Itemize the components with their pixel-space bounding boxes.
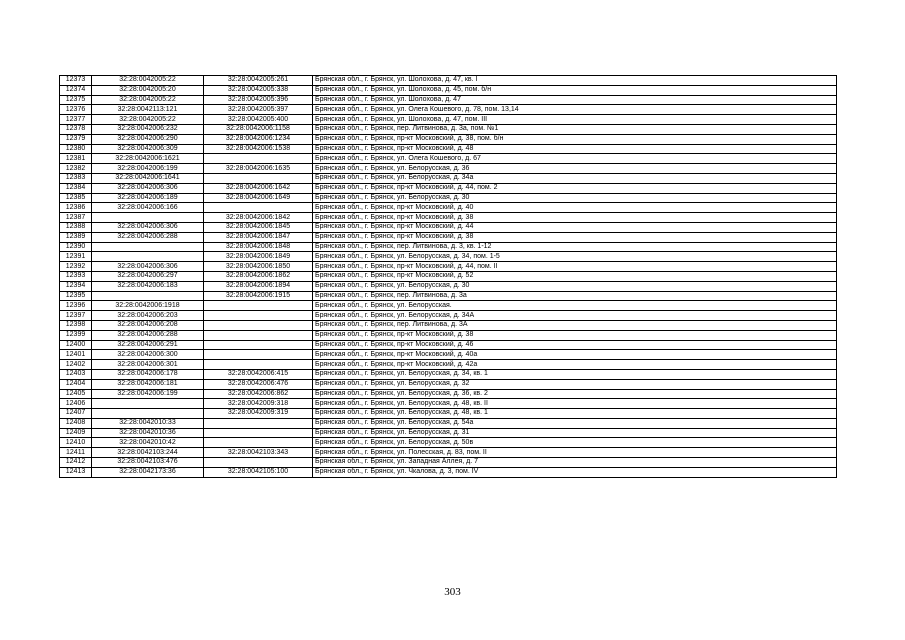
table-row <box>60 448 837 458</box>
row-number-cell: 12379 <box>60 134 92 144</box>
address-cell: Брянская обл., г. Брянск, ул. Белорусская, д. 36 <box>313 164 837 174</box>
table-row <box>60 124 837 134</box>
row-number-cell: 12408 <box>60 418 92 428</box>
table-row <box>60 369 837 379</box>
object-number-cell: 32:28:0042005:400 <box>204 115 313 125</box>
parcel-number-cell: 32:28:0042006:1641 <box>92 173 204 183</box>
parcel-number-cell: 32:28:0042006:189 <box>92 193 204 203</box>
object-number-cell <box>204 428 313 438</box>
parcel-number-cell: 32:28:0042006:290 <box>92 134 204 144</box>
object-number-cell: 32:28:0042006:1915 <box>204 291 313 301</box>
row-number-cell: 12399 <box>60 330 92 340</box>
parcel-number-cell: 32:28:0042006:203 <box>92 311 204 321</box>
row-number-cell: 12401 <box>60 350 92 360</box>
parcel-number-cell: 32:28:0042006:166 <box>92 203 204 213</box>
row-number-cell: 12411 <box>60 448 92 458</box>
object-number-cell <box>204 438 313 448</box>
object-number-cell: 32:28:0042006:1850 <box>204 262 313 272</box>
parcel-number-cell: 32:28:0042103:244 <box>92 448 204 458</box>
object-number-cell <box>204 154 313 164</box>
parcel-number-cell: 32:28:0042006:297 <box>92 271 204 281</box>
address-cell: Брянская обл., г. Брянск, ул. Шолохова, д. 47, пом. III <box>313 115 837 125</box>
object-number-cell <box>204 320 313 330</box>
row-number-cell: 12393 <box>60 271 92 281</box>
table-row <box>60 115 837 125</box>
object-number-cell <box>204 311 313 321</box>
table-row <box>60 76 837 86</box>
parcel-number-cell: 32:28:0042006:301 <box>92 360 204 370</box>
address-cell: Брянская обл., г. Брянск, ул. Белорусская, д. 48, кв. 1 <box>313 409 837 419</box>
object-number-cell <box>204 301 313 311</box>
table-row <box>60 438 837 448</box>
address-cell: Брянская обл., г. Брянск, пр-кт Московский, д. 48 <box>313 144 837 154</box>
table-row <box>60 203 837 213</box>
parcel-number-cell: 32:28:0042005:22 <box>92 115 204 125</box>
table-row <box>60 389 837 399</box>
parcel-number-cell <box>92 399 204 409</box>
row-number-cell: 12381 <box>60 154 92 164</box>
parcel-number-cell: 32:28:0042006:306 <box>92 262 204 272</box>
address-cell: Брянская обл., г. Брянск, пр-кт Московский, д. 40а <box>313 350 837 360</box>
row-number-cell: 12398 <box>60 320 92 330</box>
parcel-number-cell: 32:28:0042006:178 <box>92 369 204 379</box>
object-number-cell <box>204 173 313 183</box>
row-number-cell: 12386 <box>60 203 92 213</box>
address-cell: Брянская обл., г. Брянск, ул. Белорусская, д. 48, кв. II <box>313 399 837 409</box>
row-number-cell: 12391 <box>60 252 92 262</box>
row-number-cell: 12377 <box>60 115 92 125</box>
row-number-cell: 12383 <box>60 173 92 183</box>
address-cell: Брянская обл., г. Брянск, пр-кт Московский, д. 42а <box>313 360 837 370</box>
row-number-cell: 12387 <box>60 213 92 223</box>
table-row <box>60 428 837 438</box>
object-number-cell: 32:28:0042005:338 <box>204 85 313 95</box>
row-number-cell: 12392 <box>60 262 92 272</box>
table-row <box>60 193 837 203</box>
table-row <box>60 134 837 144</box>
parcel-number-cell: 32:28:0042006:306 <box>92 222 204 232</box>
object-number-cell <box>204 360 313 370</box>
address-cell: Брянская обл., г. Брянск, ул. Шолохова, д. 47, кв. I <box>313 76 837 86</box>
page-number: 303 <box>444 586 461 598</box>
row-number-cell: 12374 <box>60 85 92 95</box>
table-row <box>60 291 837 301</box>
parcel-number-cell: 32:28:0042006:208 <box>92 320 204 330</box>
table-row <box>60 271 837 281</box>
object-number-cell: 32:28:0042009:318 <box>204 399 313 409</box>
row-number-cell: 12394 <box>60 281 92 291</box>
object-number-cell: 32:28:0042006:1848 <box>204 242 313 252</box>
address-cell: Брянская обл., г. Брянск, ул. Полесская, д. 83, пом. II <box>313 448 837 458</box>
address-cell: Брянская обл., г. Брянск, пр-кт Московский, д. 46 <box>313 340 837 350</box>
object-number-cell: 32:28:0042006:1849 <box>204 252 313 262</box>
object-number-cell: 32:28:0042006:862 <box>204 389 313 399</box>
row-number-cell: 12404 <box>60 379 92 389</box>
row-number-cell: 12389 <box>60 232 92 242</box>
parcel-number-cell: 32:28:0042010:36 <box>92 428 204 438</box>
parcel-number-cell <box>92 252 204 262</box>
row-number-cell: 12412 <box>60 458 92 468</box>
row-number-cell: 12405 <box>60 389 92 399</box>
parcel-number-cell: 32:28:0042006:288 <box>92 330 204 340</box>
row-number-cell: 12380 <box>60 144 92 154</box>
address-cell: Брянская обл., г. Брянск, пер. Литвинова, д. 3, кв. 1-12 <box>313 242 837 252</box>
address-cell: Брянская обл., г. Брянск, ул. Белорусская, д. 32 <box>313 379 837 389</box>
object-number-cell: 32:28:0042006:1158 <box>204 124 313 134</box>
object-number-cell <box>204 458 313 468</box>
row-number-cell: 12388 <box>60 222 92 232</box>
address-cell: Брянская обл., г. Брянск, ул. Белорусская, д. 30 <box>313 281 837 291</box>
parcel-number-cell: 32:28:0042173:36 <box>92 467 204 477</box>
table-row <box>60 183 837 193</box>
parcel-number-cell <box>92 242 204 252</box>
address-cell: Брянская обл., г. Брянск, ул. Чкалова, д. 3, пом. IV <box>313 467 837 477</box>
parcel-number-cell: 32:28:0042010:42 <box>92 438 204 448</box>
table-row <box>60 311 837 321</box>
parcel-number-cell: 32:28:0042006:288 <box>92 232 204 242</box>
table-row <box>60 85 837 95</box>
object-number-cell: 32:28:0042006:1538 <box>204 144 313 154</box>
address-cell: Брянская обл., г. Брянск, ул. Олега Кошевого, д. 67 <box>313 154 837 164</box>
table-row <box>60 95 837 105</box>
object-number-cell: 32:28:0042006:415 <box>204 369 313 379</box>
row-number-cell: 12397 <box>60 311 92 321</box>
table-row <box>60 458 837 468</box>
parcel-number-cell: 32:28:0042006:300 <box>92 350 204 360</box>
address-cell: Брянская обл., г. Брянск, ул. Западная Аллея, д. 7 <box>313 458 837 468</box>
address-cell: Брянская обл., г. Брянск, ул. Шолохова, д. 47 <box>313 95 837 105</box>
address-cell: Брянская обл., г. Брянск, ул. Белорусская, д. 54а <box>313 418 837 428</box>
row-number-cell: 12409 <box>60 428 92 438</box>
address-cell: Брянская обл., г. Брянск, пр-кт Московский, д. 44 <box>313 222 837 232</box>
object-number-cell <box>204 203 313 213</box>
object-number-cell: 32:28:0042006:1649 <box>204 193 313 203</box>
parcel-number-cell <box>92 409 204 419</box>
parcel-number-cell: 32:28:0042006:291 <box>92 340 204 350</box>
row-number-cell: 12384 <box>60 183 92 193</box>
address-cell: Брянская обл., г. Брянск, пр-кт Московский, д. 38, пом. б/н <box>313 134 837 144</box>
table-row <box>60 320 837 330</box>
address-cell: Брянская обл., г. Брянск, ул. Белорусская, д. 34, пом. 1-5 <box>313 252 837 262</box>
table-row <box>60 301 837 311</box>
parcel-number-cell: 32:28:0042006:183 <box>92 281 204 291</box>
parcel-number-cell: 32:28:0042006:199 <box>92 164 204 174</box>
object-number-cell: 32:28:0042006:1862 <box>204 271 313 281</box>
parcel-number-cell: 32:28:0042006:309 <box>92 144 204 154</box>
parcel-number-cell: 32:28:0042005:22 <box>92 95 204 105</box>
parcel-number-cell: 32:28:0042005:20 <box>92 85 204 95</box>
object-number-cell: 32:28:0042105:100 <box>204 467 313 477</box>
table-row <box>60 242 837 252</box>
table-row <box>60 164 837 174</box>
address-cell: Брянская обл., г. Брянск, пр-кт Московский, д. 38 <box>313 330 837 340</box>
address-cell: Брянская обл., г. Брянск, ул. Белорусская, д. 34, кв. 1 <box>313 369 837 379</box>
row-number-cell: 12403 <box>60 369 92 379</box>
row-number-cell: 12406 <box>60 399 92 409</box>
object-number-cell: 32:28:0042006:1842 <box>204 213 313 223</box>
address-cell: Брянская обл., г. Брянск, пер. Литвинова, д. 3А <box>313 320 837 330</box>
table-row <box>60 262 837 272</box>
row-number-cell: 12375 <box>60 95 92 105</box>
address-cell: Брянская обл., г. Брянск, ул. Олега Кошевого, д. 78, пом. 13,14 <box>313 105 837 115</box>
address-cell: Брянская обл., г. Брянск, ул. Белорусская, д. 31 <box>313 428 837 438</box>
parcel-number-cell <box>92 291 204 301</box>
object-number-cell: 32:28:0042005:261 <box>204 76 313 86</box>
table-row <box>60 213 837 223</box>
table-row <box>60 418 837 428</box>
table-row <box>60 281 837 291</box>
object-number-cell: 32:28:0042006:1894 <box>204 281 313 291</box>
table-row <box>60 222 837 232</box>
address-cell: Брянская обл., г. Брянск, пер. Литвинова, д. 3а, пом. №1 <box>313 124 837 134</box>
address-cell: Брянская обл., г. Брянск, пр-кт Московский, д. 44, пом. II <box>313 262 837 272</box>
object-number-cell <box>204 418 313 428</box>
object-number-cell: 32:28:0042006:1635 <box>204 164 313 174</box>
parcel-number-cell: 32:28:0042006:199 <box>92 389 204 399</box>
table-row <box>60 154 837 164</box>
row-number-cell: 12373 <box>60 76 92 86</box>
row-number-cell: 12385 <box>60 193 92 203</box>
table-row <box>60 409 837 419</box>
address-cell: Брянская обл., г. Брянск, ул. Белорусская, д. 36, кв. 2 <box>313 389 837 399</box>
table-row <box>60 360 837 370</box>
row-number-cell: 12378 <box>60 124 92 134</box>
table-row <box>60 350 837 360</box>
registry-table-body <box>60 76 837 478</box>
table-row <box>60 330 837 340</box>
table-row <box>60 232 837 242</box>
table-row <box>60 467 837 477</box>
row-number-cell: 12413 <box>60 467 92 477</box>
parcel-number-cell: 32:28:0042010:33 <box>92 418 204 428</box>
parcel-number-cell <box>92 213 204 223</box>
object-number-cell: 32:28:0042006:1845 <box>204 222 313 232</box>
address-cell: Брянская обл., г. Брянск, пр-кт Московский, д. 52 <box>313 271 837 281</box>
row-number-cell: 12402 <box>60 360 92 370</box>
object-number-cell: 32:28:0042006:1847 <box>204 232 313 242</box>
registry-table <box>59 75 837 478</box>
parcel-number-cell: 32:28:0042005:22 <box>92 76 204 86</box>
table-row <box>60 252 837 262</box>
parcel-number-cell: 32:28:0042006:1621 <box>92 154 204 164</box>
object-number-cell: 32:28:0042103:343 <box>204 448 313 458</box>
address-cell: Брянская обл., г. Брянск, пр-кт Московский, д. 44, пом. 2 <box>313 183 837 193</box>
object-number-cell: 32:28:0042006:1234 <box>204 134 313 144</box>
object-number-cell: 32:28:0042006:476 <box>204 379 313 389</box>
parcel-number-cell: 32:28:0042006:232 <box>92 124 204 134</box>
table-row <box>60 340 837 350</box>
row-number-cell: 12395 <box>60 291 92 301</box>
address-cell: Брянская обл., г. Брянск, ул. Белорусская, д. 34А <box>313 311 837 321</box>
parcel-number-cell: 32:28:0042113:121 <box>92 105 204 115</box>
table-row <box>60 173 837 183</box>
address-cell: Брянская обл., г. Брянск, пр-кт Московский, д. 38 <box>313 213 837 223</box>
address-cell: Брянская обл., г. Брянск, ул. Белорусская. <box>313 301 837 311</box>
table-row <box>60 105 837 115</box>
row-number-cell: 12400 <box>60 340 92 350</box>
object-number-cell: 32:28:0042009:319 <box>204 409 313 419</box>
address-cell: Брянская обл., г. Брянск, ул. Белорусская, д. 34а <box>313 173 837 183</box>
parcel-number-cell: 32:28:0042006:1918 <box>92 301 204 311</box>
table-row <box>60 379 837 389</box>
address-cell: Брянская обл., г. Брянск, пр-кт Московский, д. 38 <box>313 232 837 242</box>
row-number-cell: 12407 <box>60 409 92 419</box>
address-cell: Брянская обл., г. Брянск, ул. Белорусская, д. 50в <box>313 438 837 448</box>
address-cell: Брянская обл., г. Брянск, пр-кт Московский, д. 40 <box>313 203 837 213</box>
address-cell: Брянская обл., г. Брянск, ул. Белорусская, д. 30 <box>313 193 837 203</box>
table-row <box>60 144 837 154</box>
object-number-cell <box>204 340 313 350</box>
parcel-number-cell: 32:28:0042103:476 <box>92 458 204 468</box>
row-number-cell: 12396 <box>60 301 92 311</box>
object-number-cell <box>204 350 313 360</box>
object-number-cell: 32:28:0042005:396 <box>204 95 313 105</box>
row-number-cell: 12390 <box>60 242 92 252</box>
table-row <box>60 399 837 409</box>
row-number-cell: 12382 <box>60 164 92 174</box>
address-cell: Брянская обл., г. Брянск, ул. Шолохова, д. 45, пом. б/н <box>313 85 837 95</box>
row-number-cell: 12410 <box>60 438 92 448</box>
row-number-cell: 12376 <box>60 105 92 115</box>
address-cell: Брянская обл., г. Брянск, пер. Литвинова, д. 3а <box>313 291 837 301</box>
parcel-number-cell: 32:28:0042006:306 <box>92 183 204 193</box>
object-number-cell <box>204 330 313 340</box>
parcel-number-cell: 32:28:0042006:181 <box>92 379 204 389</box>
object-number-cell: 32:28:0042006:1642 <box>204 183 313 193</box>
object-number-cell: 32:28:0042005:397 <box>204 105 313 115</box>
